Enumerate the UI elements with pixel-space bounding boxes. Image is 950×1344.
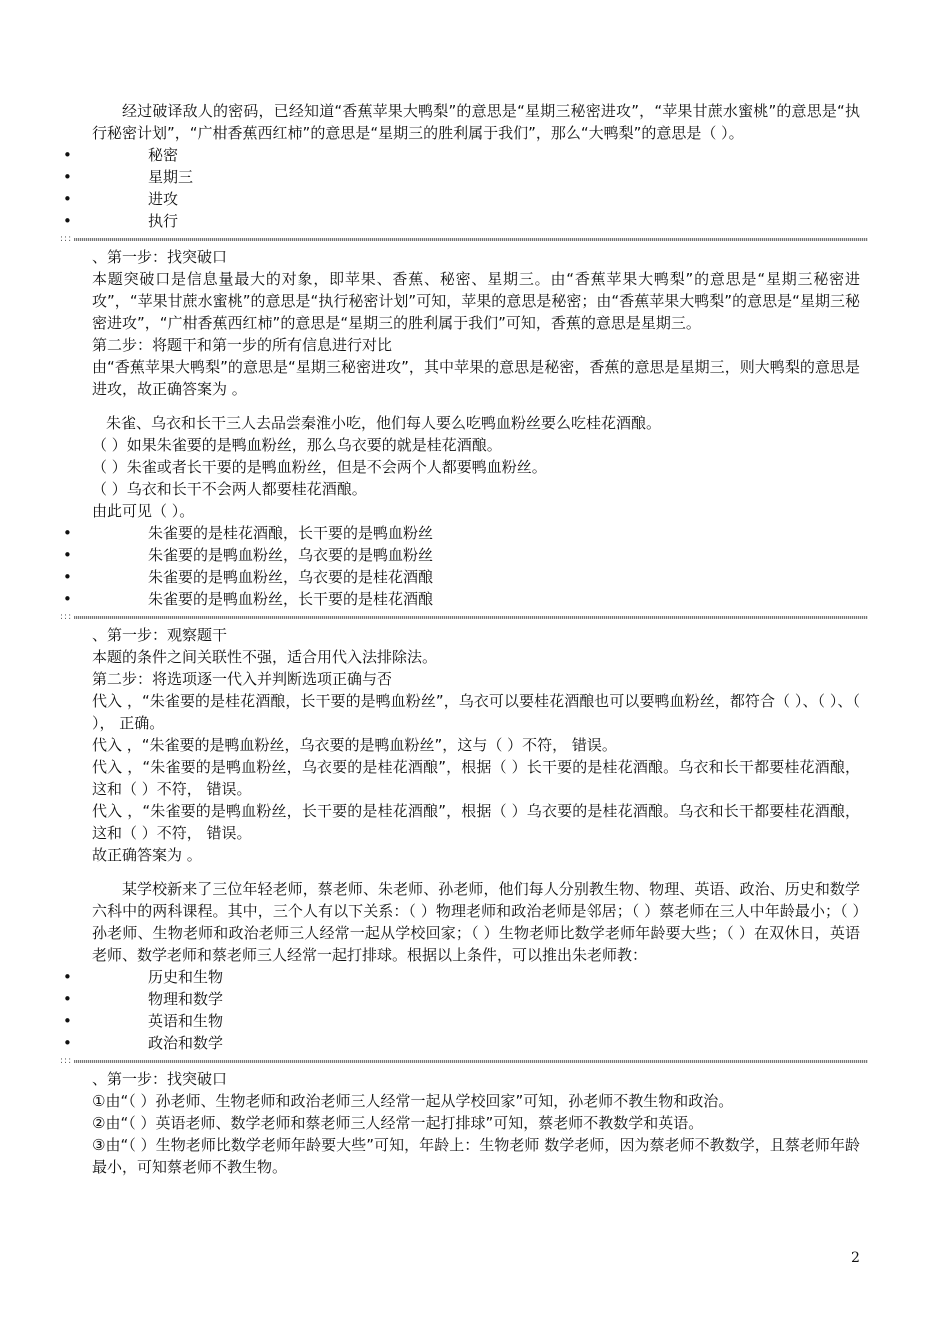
q1-option-b[interactable]: • 星期三: [63, 168, 194, 186]
q2-analysis-answer: 故正确答案为 。: [92, 846, 202, 864]
divider-mark: :::: [60, 1056, 73, 1066]
q2-analysis-option-b: 代入 ，“朱雀要的是鸭血粉丝，乌衣要的是鸭血粉丝”，这与（ ）不符， 错误。: [92, 736, 617, 754]
section-divider: [60, 234, 860, 244]
q2-condition-2: （ ）朱雀或者长干要的是鸭血粉丝，但是不会两个人都要鸭血粉丝。: [92, 458, 547, 476]
divider-mark: :::: [60, 234, 73, 244]
q1-analysis-step2: 第二步：将题干和第一步的所有信息进行对比: [92, 336, 393, 354]
q3-analysis-point2: ②由“（ ）英语老师、数学老师和蔡老师三人经常一起打排球”可知，蔡老师不教数学和英语。: [92, 1114, 704, 1132]
page-number: 2: [851, 1250, 860, 1266]
q3-option-d[interactable]: • 政治和数学: [63, 1034, 224, 1052]
bullet-icon: •: [63, 1012, 72, 1030]
divider-rule: [74, 616, 868, 619]
bullet-icon: •: [63, 568, 72, 586]
q2-analysis-option-c: 代入 ，“朱雀要的是鸭血粉丝，乌衣要的是桂花酒酿”，根据（ ）长干要的是桂花酒酿。乌衣和长干都要桂花酒酿，这和（ ）不符， 错误。: [92, 758, 860, 798]
bullet-icon: •: [63, 990, 72, 1008]
divider-mark: :::: [60, 612, 73, 622]
q3-option-a[interactable]: • 历史和生物: [63, 968, 224, 986]
divider-rule: [74, 1060, 868, 1063]
bullet-icon: •: [63, 190, 72, 208]
q3-option-b[interactable]: • 物理和数学: [63, 990, 224, 1008]
bullet-icon: •: [63, 590, 72, 608]
q3-option-c[interactable]: • 英语和生物: [63, 1012, 224, 1030]
bullet-icon: •: [63, 546, 72, 564]
q2-option-d[interactable]: • 朱雀要的是鸭血粉丝，长干要的是桂花酒酿: [63, 590, 434, 608]
q1-option-c[interactable]: • 进攻: [63, 190, 179, 208]
divider-rule: [74, 238, 868, 241]
bullet-icon: •: [63, 524, 72, 542]
q1-options: [63, 144, 860, 232]
q2-analysis-text1: 本题的条件之间关联性不强，适合用代入法排除法。: [92, 648, 438, 666]
q3-analysis-point1: ①由“（ ）孙老师、生物老师和政治老师三人经常一起从学校回家”可知，孙老师不教生物和政治。: [92, 1092, 734, 1110]
section-divider: [60, 612, 860, 622]
q2-condition-3: （ ）乌衣和长干不会两人都要桂花酒酿。: [92, 480, 367, 498]
bullet-icon: •: [63, 968, 72, 986]
q2-analysis-option-d: 代入 ，“朱雀要的是鸭血粉丝，长干要的是桂花酒酿”，根据（ ）乌衣要的是桂花酒酿。乌衣和长干都要桂花酒酿，这和（ ）不符， 错误。: [92, 802, 860, 842]
q1-stem: 经过破译敌人的密码，已经知道“香蕉苹果大鸭梨”的意思是“星期三秘密进攻”，“苹果甘蔗水蜜桃”的意思是“执行秘密计划”，“广柑香蕉西红柿”的意思是“星期三的胜利属于我们”，那么“大鸭梨”的意思是（ ）。: [92, 102, 860, 142]
bullet-icon: •: [63, 212, 72, 230]
q2-option-b[interactable]: • 朱雀要的是鸭血粉丝，乌衣要的是鸭血粉丝: [63, 546, 434, 564]
q3-analysis-step1: 、第一步：找突破口: [92, 1070, 228, 1088]
bullet-icon: •: [63, 146, 72, 164]
q3-analysis-point3: ③由“（ ）生物老师比数学老师年龄要大些”可知，年龄上：生物老师 数学老师，因为蔡老师不教数学，且蔡老师年龄最小，可知蔡老师不教生物。: [92, 1136, 860, 1176]
q2-analysis-step1: 、第一步：观察题干: [92, 626, 228, 644]
q2-question: 由此可见（ ）。: [92, 502, 195, 520]
q2-option-c[interactable]: • 朱雀要的是鸭血粉丝，乌衣要的是桂花酒酿: [63, 568, 434, 586]
q2-analysis-step2: 第二步：将选项逐一代入并判断选项正确与否: [92, 670, 393, 688]
q2-option-a[interactable]: • 朱雀要的是桂花酒酿，长干要的是鸭血粉丝: [63, 524, 434, 542]
q1-option-a[interactable]: • 秘密: [63, 146, 179, 164]
q1-analysis-step1: 、第一步：找突破口: [92, 248, 228, 266]
q1-analysis-conclusion: 由“香蕉苹果大鸭梨”的意思是“星期三秘密进攻”，其中苹果的意思是秘密，香蕉的意思是星期三，则大鸭梨的意思是进攻，故正确答案为 。: [92, 358, 860, 398]
bullet-icon: •: [63, 1034, 72, 1052]
document-page: [60, 100, 860, 1178]
q3-stem: 某学校新来了三位年轻老师，蔡老师、朱老师、孙老师，他们每人分别教生物、物理、英语、政治、历史和数学六科中的两科课程。其中，三个人有以下关系：（ ）物理老师和政治老师是邻居；（ ）蔡老师在三人中年龄最小；（ ）孙老师、生物老师和政治老师三人经常一起从学校回家；（ ）生物老师比数学老师年龄要大些；（ ）在双休日，英语老师、数学老师和蔡老师三人经常一起打排球。根据以上条件，可以推出朱老师教：: [92, 880, 860, 964]
q1-option-d[interactable]: • 执行: [63, 212, 179, 230]
bullet-icon: •: [63, 168, 72, 186]
q2-options: [63, 522, 860, 610]
q3-options: [63, 966, 860, 1054]
q2-stem: 朱雀、乌衣和长干三人去品尝秦淮小吃，他们每人要么吃鸭血粉丝要么吃桂花酒酿。: [106, 414, 662, 432]
section-divider: [60, 1056, 860, 1066]
q2-analysis-option-a: 代入 ，“朱雀要的是桂花酒酿，长干要的是鸭血粉丝”，乌衣可以要桂花酒酿也可以要鸭血粉丝，都符合（ ）、（ ）、（ ）， 正确。: [92, 692, 860, 732]
q1-analysis-text1: 本题突破口是信息量最大的对象，即苹果、香蕉、秘密、星期三。由“香蕉苹果大鸭梨”的意思是“星期三秘密进攻”，“苹果甘蔗水蜜桃”的意思是“执行秘密计划”可知，苹果的意思是秘密；由“香蕉苹果大鸭梨”的意思是“星期三秘密进攻”，“广柑香蕉西红柿”的意思是“星期三的胜利属于我们”可知，香蕉的意思是星期三。: [92, 270, 860, 332]
q2-condition-1: （ ）如果朱雀要的是鸭血粉丝，那么乌衣要的就是桂花酒酿。: [92, 436, 502, 454]
